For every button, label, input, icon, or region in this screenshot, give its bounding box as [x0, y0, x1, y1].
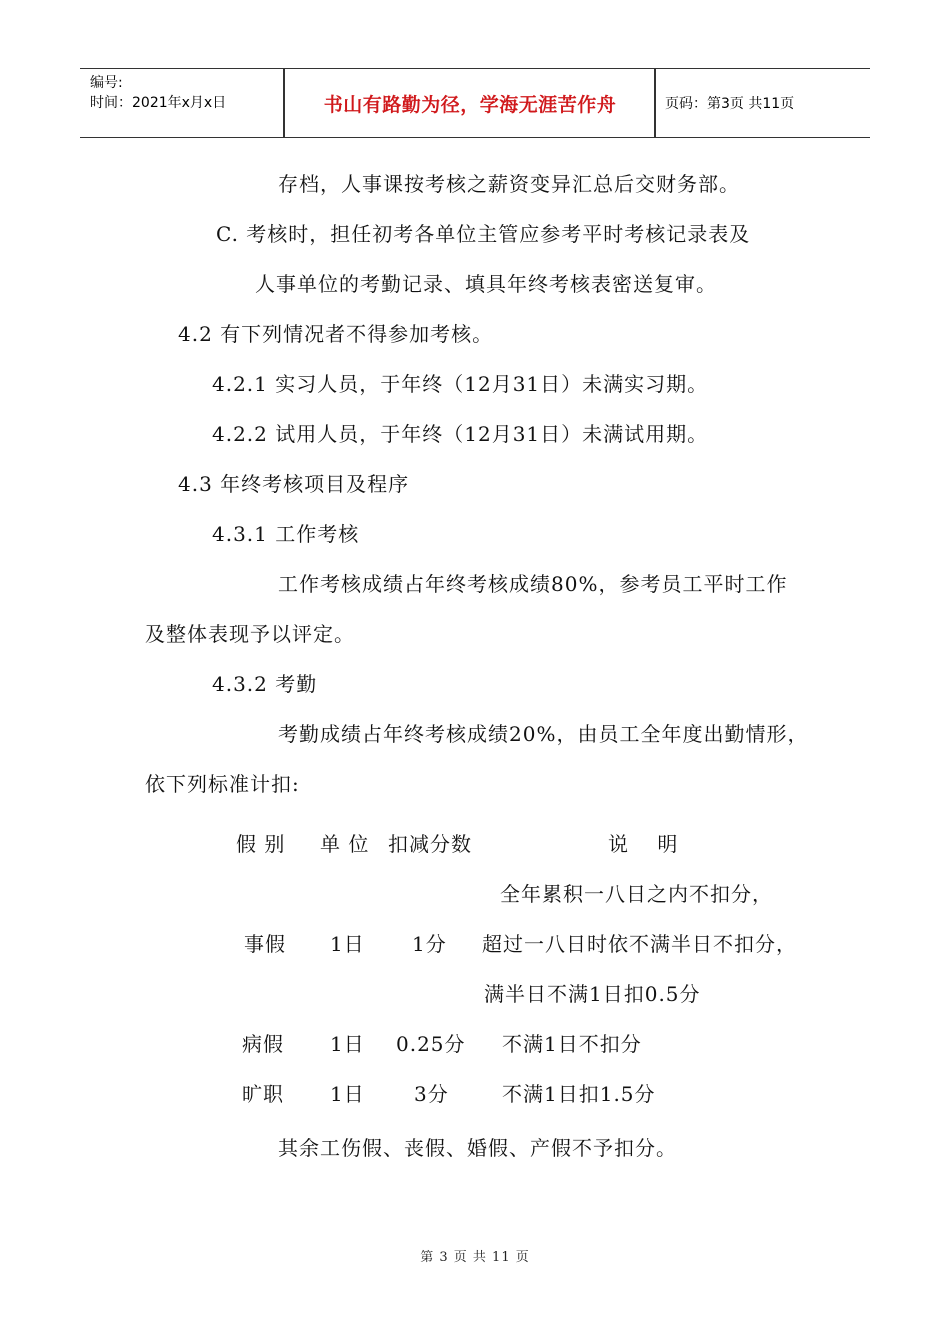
table-row-personal-deduction: 1分 [412, 932, 447, 956]
paragraph-c-item: C. 考核时，担任初考各单位主管应参考平时考核记录表及 [216, 222, 751, 246]
table-header-deduction: 扣减分数 [388, 832, 472, 856]
header-motto: 书山有路勤为径，学海无涯苦作舟 [323, 93, 617, 116]
page-header [80, 68, 870, 138]
document-number-label: 编号: [90, 75, 123, 91]
section-4-2-2: 4.2.2 试用人员，于年终（12月31日）未满试用期。 [212, 422, 709, 446]
table-header-notes: 说 明 [608, 832, 679, 856]
paragraph-attendance: 考勤成绩占年终考核成绩20%，由员工全年度出勤情形， [278, 722, 809, 746]
section-4-3-2-heading: 4.3.2 考勤 [212, 672, 318, 696]
section-4-2-heading: 4.2 有下列情况者不得参加考核。 [178, 322, 494, 346]
table-row-sick-type: 病假 [242, 1032, 284, 1056]
section-4-3-1-heading: 4.3.1 工作考核 [212, 522, 360, 546]
table-row-sick-note: 不满1日不扣分 [502, 1032, 642, 1056]
table-row-personal-note-1: 全年累积一八日之内不扣分， [500, 882, 773, 906]
paragraph-work-assessment-cont: 及整体表现予以评定。 [145, 622, 355, 646]
document-date: 时间：2021年x月x日 [90, 95, 227, 111]
section-4-2-1: 4.2.1 实习人员，于年终（12月31日）未满实习期。 [212, 372, 709, 396]
table-row-sick-deduction: 0.25分 [396, 1032, 466, 1056]
table-header-unit: 单 位 [320, 832, 370, 856]
table-row-sick-unit: 1日 [330, 1032, 365, 1056]
paragraph-attendance-cont: 依下列标准计扣: [145, 772, 300, 796]
table-row-personal-note-2: 超过一八日时依不满半日不扣分， [482, 932, 797, 956]
paragraph-archive: 存档，人事课按考核之薪资变异汇总后交财务部。 [278, 172, 740, 196]
header-page-number: 页码：第3页 共11页 [665, 96, 795, 112]
table-row-absence-unit: 1日 [330, 1082, 365, 1106]
table-row-absence-deduction: 3分 [414, 1082, 449, 1106]
table-row-personal-type: 事假 [244, 932, 286, 956]
table-row-absence-type: 旷职 [242, 1082, 284, 1106]
paragraph-work-assessment: 工作考核成绩占年终考核成绩80%，参考员工平时工作 [278, 572, 788, 596]
table-header-leave-type: 假 别 [236, 832, 286, 856]
table-row-absence-note: 不满1日扣1.5分 [502, 1082, 656, 1106]
table-row-personal-unit: 1日 [330, 932, 365, 956]
table-row-personal-note-3: 满半日不满1日扣0.5分 [484, 982, 701, 1006]
paragraph-other-leaves: 其余工伤假、丧假、婚假、产假不予扣分。 [278, 1136, 677, 1160]
page-footer: 第 3 页 共 11 页 [420, 1250, 530, 1265]
paragraph-c-item-cont: 人事单位的考勤记录、填具年终考核表密送复审。 [255, 272, 717, 296]
header-meta [90, 73, 226, 113]
header-divider-right [654, 69, 656, 137]
section-4-3-heading: 4.3 年终考核项目及程序 [178, 472, 410, 496]
